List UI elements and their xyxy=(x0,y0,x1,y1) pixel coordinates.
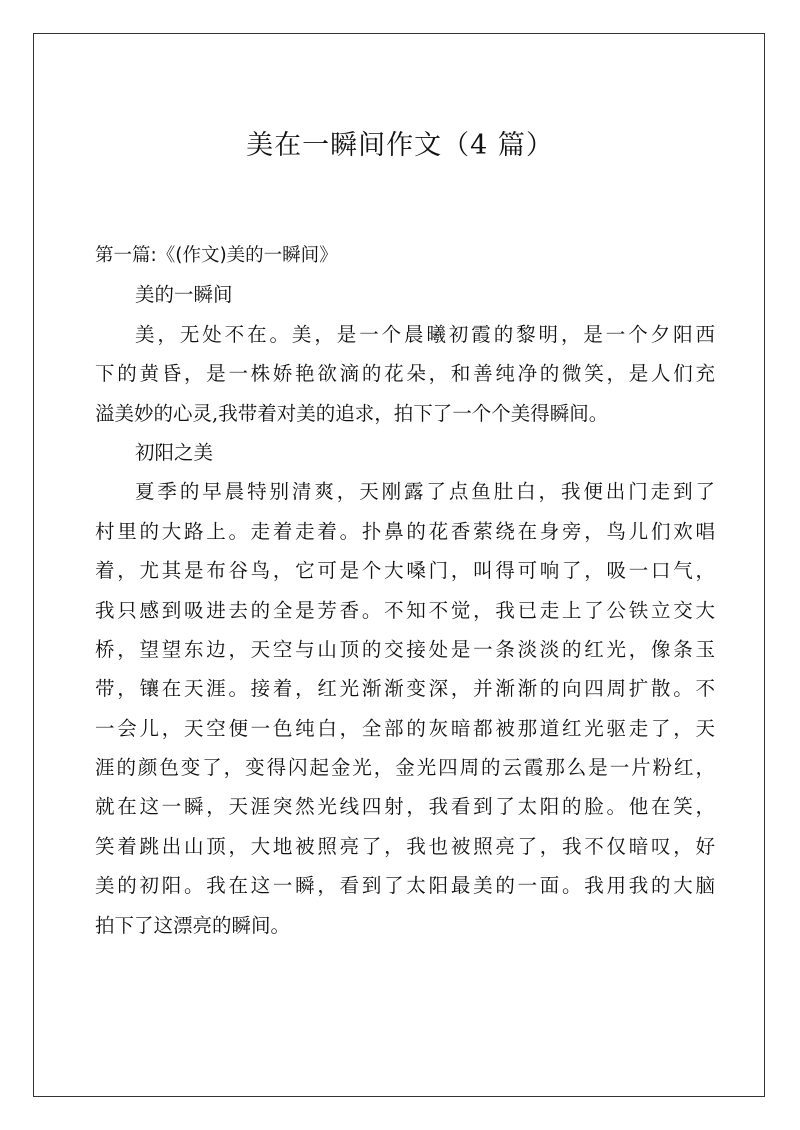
paragraph-2-line: 一会儿，天空便一色纯白，全部的灰暗都被那道红光驱走了，天 xyxy=(95,716,715,740)
paragraph-2-line: 夏季的早晨特别清爽，天刚露了点鱼肚白，我便出门走到了 xyxy=(135,480,715,504)
section-heading: 第一篇:《(作文)美的一瞬间》 xyxy=(95,245,338,266)
paragraph-2-line: 涯的颜色变了，变得闪起金光，金光四周的云霞那么是一片粉红， xyxy=(95,756,715,780)
paragraph-2-line: 村里的大路上。走着走着。扑鼻的花香萦绕在身旁，鸟儿们欢唱 xyxy=(95,519,715,543)
subtitle-morning-sun: 初阳之美 xyxy=(135,440,214,464)
paragraph-1-line: 下的黄昏，是一株娇艳欲滴的花朵，和善纯净的微笑，是人们充 xyxy=(95,362,715,386)
document-title: 美在一瞬间作文（4 篇） xyxy=(246,130,554,161)
paragraph-2-line: 就在这一瞬，天涯突然光线四射，我看到了太阳的脸。他在笑， xyxy=(95,795,715,819)
paragraph-1-line: 溢美妙的心灵,我带着对美的追求，拍下了一个个美得瞬间。 xyxy=(95,401,609,425)
paragraph-2-line: 着，尤其是布谷鸟，它可是个大嗓门，叫得可响了，吸一口气， xyxy=(95,559,715,583)
subtitle-beauty-of-a-moment: 美的一瞬间 xyxy=(135,283,233,307)
paragraph-1-line: 美，无处不在。美，是一个晨曦初霞的黎明，是一个夕阳西 xyxy=(135,322,715,346)
paragraph-2-line: 笑着跳出山顶，大地被照亮了，我也被照亮了，我不仅暗叹，好 xyxy=(95,834,715,858)
paragraph-2-line: 美的初阳。我在这一瞬，看到了太阳最美的一面。我用我的大脑 xyxy=(95,874,715,898)
document-body xyxy=(95,236,715,945)
paragraph-2-line: 拍下了这漂亮的瞬间。 xyxy=(95,913,291,937)
paragraph-2-line: 带，镶在天涯。接着，红光渐渐变深，并渐渐的向四周扩散。不 xyxy=(95,677,715,701)
paragraph-2-line: 我只感到吸进去的全是芳香。不知不觉，我已走上了公铁立交大 xyxy=(95,598,715,622)
paragraph-2-line: 桥，望望东边，天空与山顶的交接处是一条淡淡的红光，像条玉 xyxy=(95,637,715,661)
